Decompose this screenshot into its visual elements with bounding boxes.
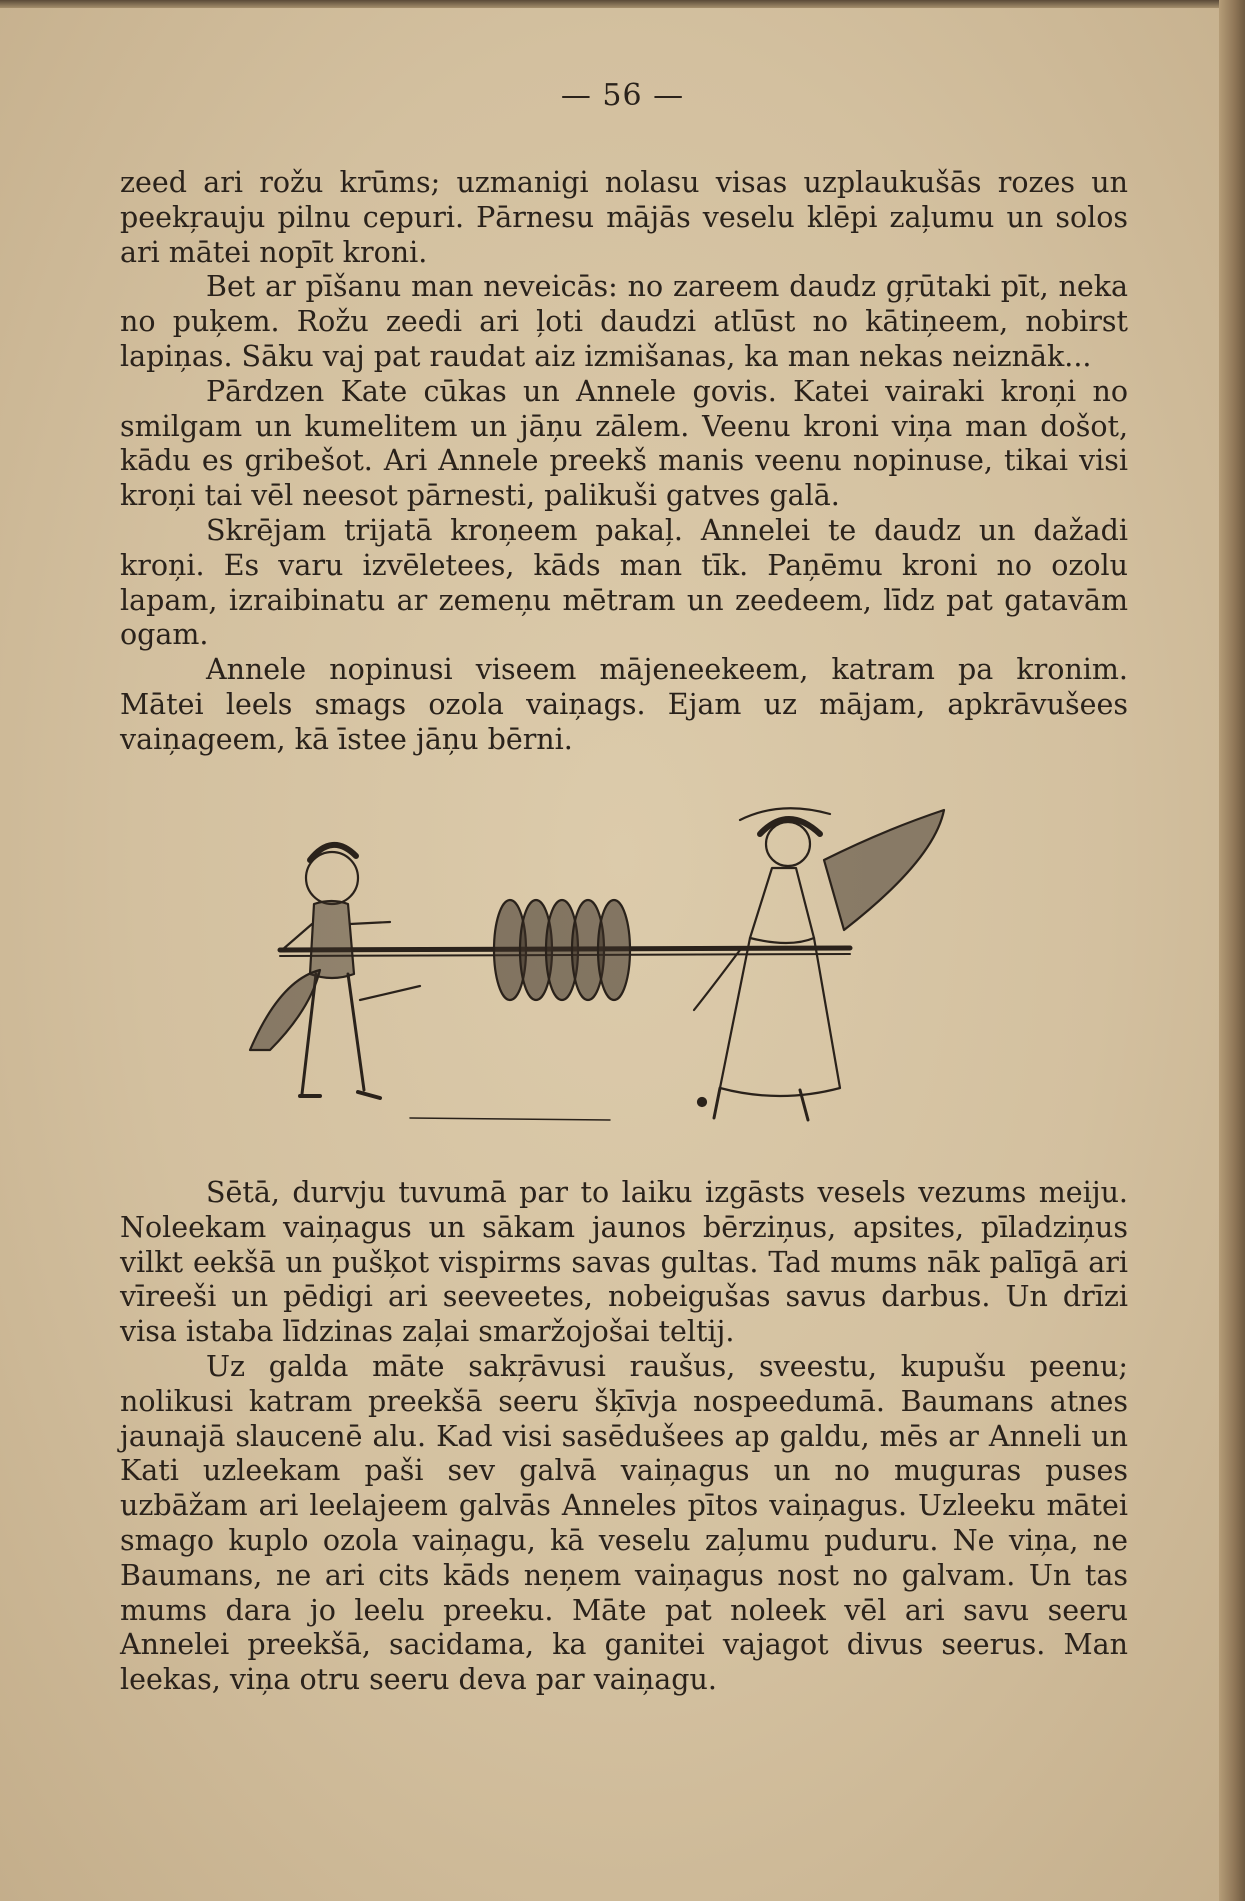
paragraph: zeed ari rožu krūms; uzmanigi nolasu visas uzplaukušās rozes un peekŗauju pilnu cepuri. Pārnesu mājās veselu klēpi zaļumu un solos ari mātei nopīt kroni.: [120, 166, 1128, 269]
paragraph: Annele nopinusi viseem mājeneekeem, katram pa kronim. Mātei leels smags ozola vaiņags. Ejam uz mājam, apkrāvušees vaiņageem, kā īstee jāņu bērni.: [120, 653, 1128, 756]
book-spine: [1219, 0, 1245, 1901]
paragraph: Pārdzen Kate cūkas un Annele govis. Katei vairaki kroņi no smilgam un kumelitem un jāņu zālem. Veenu kroni viņa man došot, kādu es gribešot. Ari Annele preekš manis veenu nopinuse, tikai visi kroņi tai vēl neesot pārnesti, palikuši gatves galā.: [120, 374, 1128, 513]
text-block-top: [120, 166, 1128, 758]
paragraph: Uz galda māte sakŗāvusi raušus, sveestu, kupušu peenu; nolikusi katram preekšā seeru šķīvja nospeedumā. Baumans atnes jaunajā slaucenē alu. Kad visi sasēdušees ap galdu, mēs ar Anneli un Kati uzleekam paši sev galvā vaiņagus un no muguras puses uzbāžam ari leelajeem galvās Anneles pītos vaiņagus. Uzleeku mātei smago kuplo ozola vaiņagu, kā veselu zaļumu puduru. Ne viņa, ne Baumans, ne ari cits kāds neņem vaiņagus nost no galvam. Un tas mums dara jo leelu preeku. Māte pat noleek vēl ari savu seeru Annelei preekšā, sacidama, ka ganitei vajagot divus seerus. Man leekas, viņa otru seeru deva par vaiņagu.: [120, 1349, 1128, 1697]
page-number: — 56 —: [560, 78, 685, 113]
children-carrying-wreaths-illustration: [240, 800, 1020, 1160]
paragraph: Sētā, durvju tuvumā par to laiku izgāsts vesels vezums meiju. Noleekam vaiņagus un sākam jaunos bērziņus, apsites, pīladziņus vilkt eekšā un pušķot vispirms savas gultas. Tad mums nāk palīgā ari vīreeši un pēdigi ari seeveetes, nobeigušas savus darbus. Un drīzi visa istaba līdzinas zaļai smaržojošai teltij.: [120, 1176, 1128, 1349]
text-block-bottom: [120, 1176, 1128, 1698]
paragraph: Skrējam trijatā kroņeem pakaļ. Annelei te daudz un dažadi kroņi. Es varu izvēletees, kāds man tīk. Paņēmu kroni no ozolu lapam, izraibinatu ar zemeņu mētram un zeedeem, līdz pat gatavām ogam.: [120, 513, 1128, 652]
paragraph: Bet ar pīšanu man neveicās: no zareem daudz gŗūtaki pīt, neka no puķem. Rožu zeedi ari ļoti daudzi atlūst no kātiņeem, nobirst lapiņas. Sāku vaj pat raudat aiz izmišanas, ka man nekas neiznāk...: [120, 270, 1128, 373]
top-edge: [0, 0, 1245, 8]
